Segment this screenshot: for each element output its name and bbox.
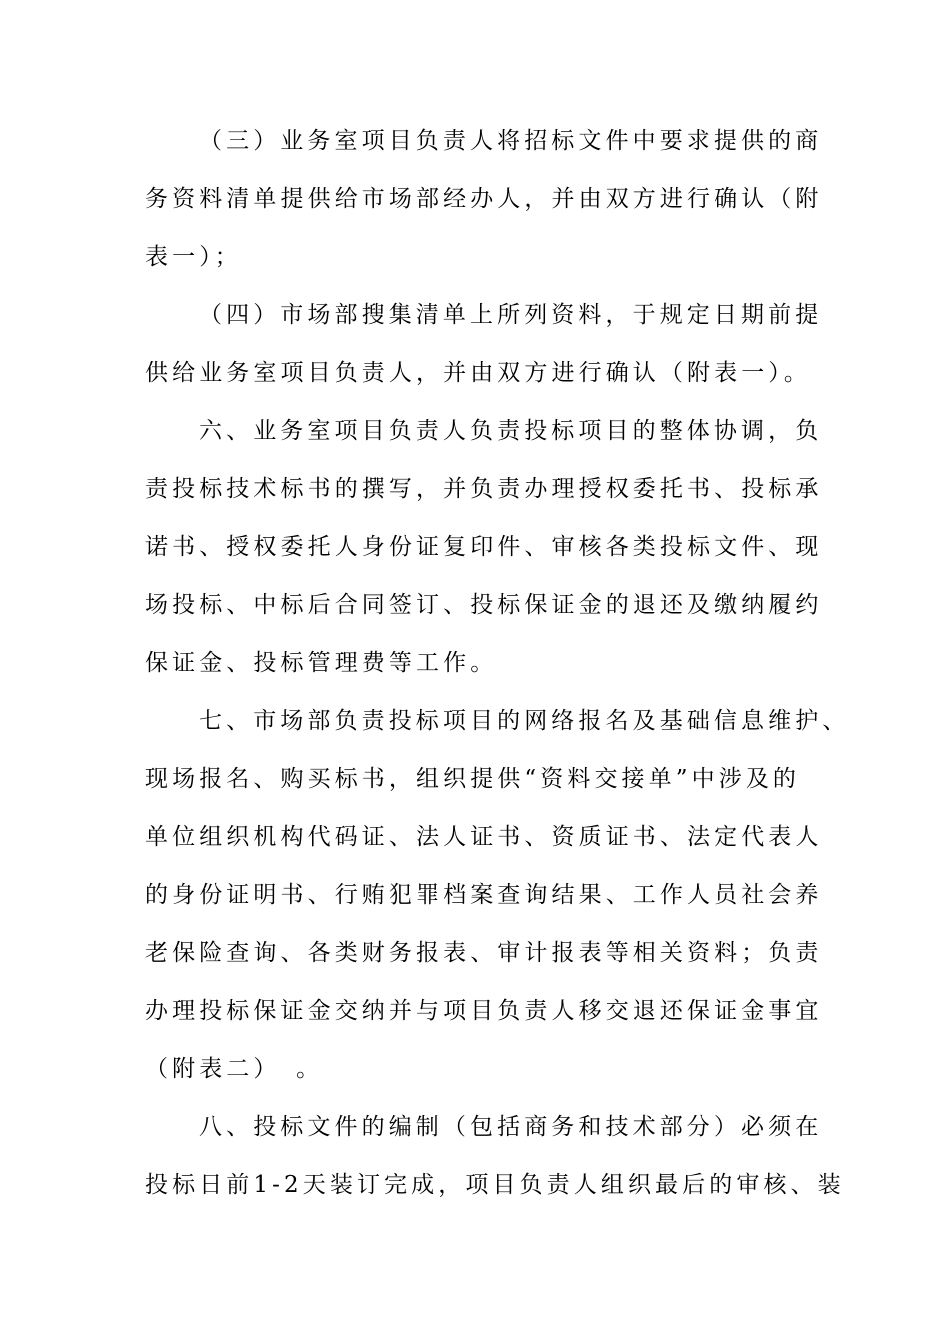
section-8-line-1: 八、投标文件的编制（包括商务和技术部分）必须在 [199, 1114, 823, 1140]
section-6-line-3: 诺书、授权委托人身份证复印件、审核各类投标文件、现 [145, 534, 823, 560]
section-7-line-1: 七、市场部负责投标项目的网络报名及基础信息维护、 [199, 708, 850, 734]
section-6-line-2: 责投标技术标书的撰写，并负责办理授权委托书、投标承 [145, 476, 823, 502]
paragraph-3-line-2: 务资料清单提供给市场部经办人，并由双方进行确认（附 [145, 186, 823, 212]
paragraph-3-line-1: （三）业务室项目负责人将招标文件中要求提供的商 [199, 128, 823, 154]
section-8-line-2: 投标日前1-2天装订完成，项目负责人组织最后的审核、装 [145, 1172, 845, 1198]
paragraph-4-line-1: （四）市场部搜集清单上所列资料，于规定日期前提 [199, 302, 823, 328]
section-7-line-7: （附表二） 。 [145, 1056, 324, 1082]
section-7-line-3: 单位组织机构代码证、法人证书、资质证书、法定代表人 [145, 824, 823, 850]
paragraph-3-line-3: 表一）； [145, 244, 242, 270]
section-6-line-4: 场投标、中标后合同签订、投标保证金的退还及缴纳履约 [145, 592, 823, 618]
section-7-line-4: 的身份证明书、行贿犯罪档案查询结果、工作人员社会养 [145, 882, 823, 908]
paragraph-4-line-2: 供给业务室项目负责人，并由双方进行确认（附表一）。 [145, 360, 811, 386]
section-6-line-1: 六、业务室项目负责人负责投标项目的整体协调，负 [199, 418, 823, 444]
section-6-line-5: 保证金、投标管理费等工作。 [145, 650, 498, 676]
section-7-line-6: 办理投标保证金交纳并与项目负责人移交退还保证金事宜 [145, 998, 823, 1024]
section-7-line-5: 老保险查询、各类财务报表、审计报表等相关资料；负责 [145, 940, 823, 966]
section-7-line-2: 现场报名、购买标书，组织提供“资料交接单”中涉及的 [145, 766, 801, 792]
